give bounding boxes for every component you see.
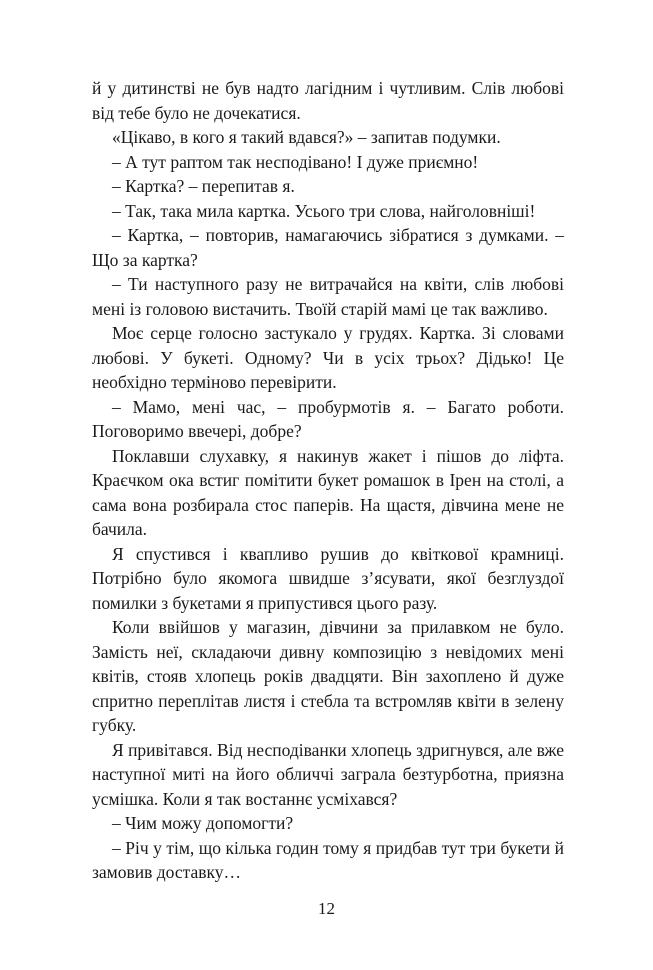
paragraph-8: Моє серце голосно застукало у грудях. Картка. Зі словами любові. У букеті. Одному? Чи в усіх трьох? Дідько! Це необхідно терміново перевірити.	[92, 323, 564, 392]
page-number: 12	[318, 899, 335, 918]
paragraph-6: – Картка, – повторив, намагаючись зібратися з думками. – Що за картка?	[92, 225, 564, 270]
paragraph-3: – А тут раптом так несподівано! І дуже приємно!	[112, 151, 479, 172]
paragraph-2: «Цікаво, в кого я такий вдався?» – запитав подумки.	[112, 127, 501, 147]
paragraph-4: – Картка? – перепитав я.	[112, 176, 295, 196]
paragraph-9: – Мамо, мені час, – пробурмотів я. – Багато роботи. Поговоримо ввечері, добре?	[92, 396, 564, 441]
paragraph-13: Я привітався. Від несподіванки хлопець здригнувся, але вже наступної миті на його обличчі заграла безтурботна, приязна усмішка. Коли я так востаннє усміхався?	[92, 739, 564, 809]
paragraph-1: й у дитинстві не був надто лагідним і чутливим. Слів любові від тебе було не дочекатися.	[92, 78, 564, 123]
paragraph-14: – Чим можу допомогти?	[112, 813, 294, 833]
paragraph-12: Коли ввійшов у магазин, дівчини за прилавком не було. Замість неї, складаючи дивну композицію з невідомих мені квітів, стояв хлопець років двадцяти. Він захоплено й дуже спритно переплітав листя і стебла та встромляв квіти в зелену губку.	[92, 617, 564, 735]
paragraph-7: – Ти наступного разу не витрачайся на квіти, слів любові мені із головою вистачить. Твоїй старій мамі це так важливо.	[92, 274, 564, 319]
paragraph-15: – Річ у тім, що кілька годин тому я придбав тут три букети й замовив доставку…	[92, 837, 564, 882]
paragraph-5: – Так, така мила картка. Усього три слова, найголовніші!	[112, 200, 536, 221]
body-text	[92, 76, 564, 885]
paragraph-10: Поклавши слухавку, я накинув жакет і пішов до ліфта. Краєчком ока встиг помітити букет ромашок в Ірен на столі, а сама вона розбирала стос паперів. На щастя, дівчина мене не бачила.	[92, 445, 564, 539]
paragraph-11: Я спустився і квапливо рушив до квіткової крамниці. Потрібно було якомога швидше з’ясувати, якої безглуздої помилки з букетами я припустився цього разу.	[92, 543, 564, 613]
